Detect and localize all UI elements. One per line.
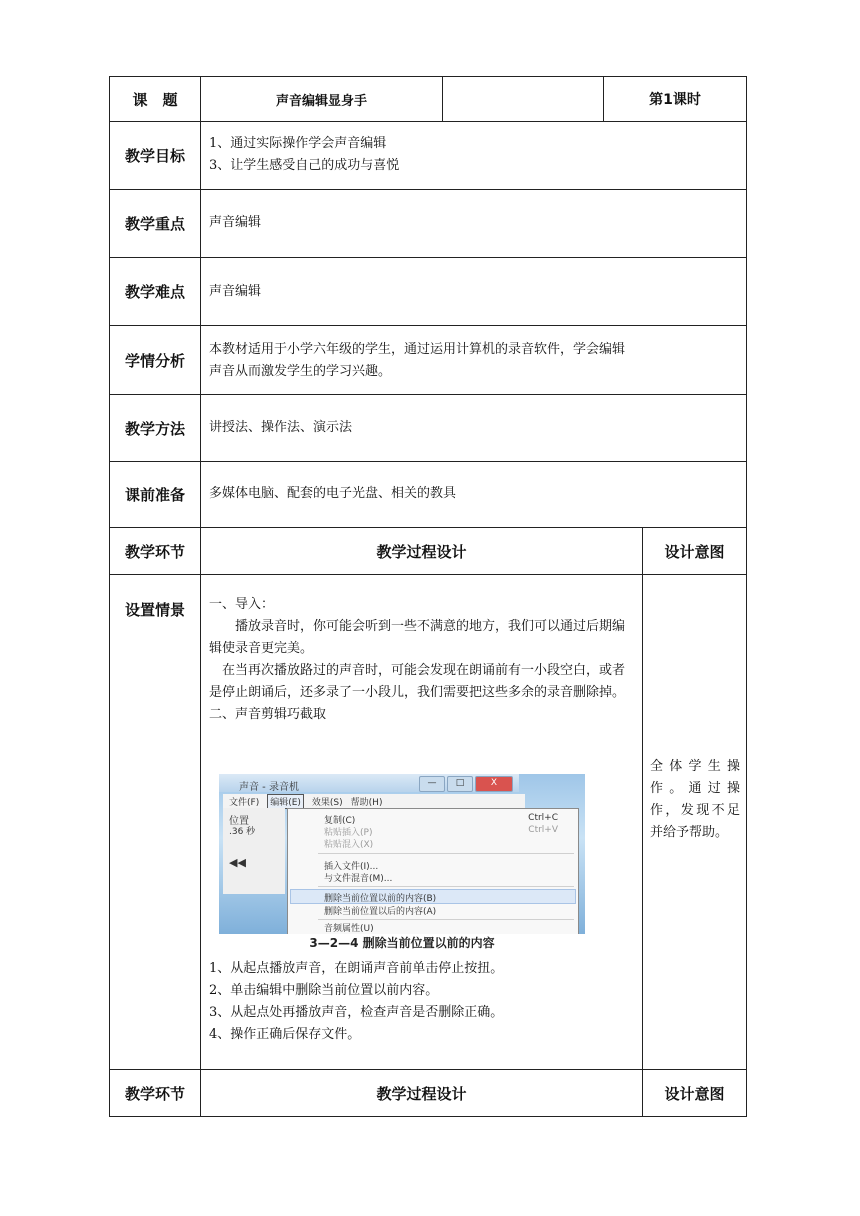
key-points-text: 声音编辑	[209, 215, 262, 230]
section-header-process: 教学过程设计	[376, 542, 467, 561]
rule	[109, 325, 747, 326]
step-4: 4、操作正确后保存文件。	[209, 1027, 361, 1042]
lesson-period: 第1课时	[649, 92, 701, 108]
rewind-icon: ◀◀	[229, 856, 246, 869]
window-titlebar	[219, 774, 519, 792]
edit-menu-dropdown	[287, 808, 579, 934]
row-label-difficulties: 教学难点	[124, 283, 185, 301]
footer-header-stage: 教学环节	[124, 1084, 185, 1103]
menu-item-delete-before: 删除当前位置以前的内容(B)	[324, 894, 437, 904]
section-header-stage: 教学环节	[124, 542, 185, 561]
menu-item-paste-mix: 粘贴混入(X)	[324, 840, 374, 850]
rule	[442, 76, 443, 121]
step-2: 2、单击编辑中删除当前位置以前内容。	[209, 983, 439, 998]
analysis-line-2: 声音从而激发学生的学习兴趣。	[209, 364, 392, 379]
menu-separator	[318, 886, 574, 887]
recorder-screenshot	[219, 774, 585, 934]
shortcut-copy: Ctrl+C	[528, 813, 558, 823]
methods-text: 讲授法、操作法、演示法	[209, 420, 353, 435]
rule	[109, 189, 747, 190]
row-label-key-points: 教学重点	[124, 215, 185, 233]
window-menubar	[223, 794, 525, 808]
row-label-preparation: 课前准备	[124, 486, 185, 504]
position-value: .36 秒	[229, 827, 256, 837]
footer-header-intent: 设计意图	[664, 1084, 725, 1103]
preparation-text: 多媒体电脑、配套的电子光盘、相关的教具	[209, 486, 457, 501]
stage-label: 设置情景	[124, 600, 185, 619]
menu-item-insert-file: 插入文件(I)...	[324, 862, 379, 872]
row-label-goals: 教学目标	[124, 147, 185, 165]
process-content	[209, 594, 634, 726]
intro-paragraph-2: 在当再次播放路过的声音时，可能会发现在朗诵前有一小段空白，或者是停止朗诵后，还多录了一小段儿，我们需要把这些多余的录音删除掉。	[209, 663, 626, 700]
intro-heading: 一、导入：	[209, 597, 275, 612]
window-title: 声音 - 录音机	[239, 782, 299, 793]
minimize-icon: —	[419, 776, 445, 792]
step-3: 3、从起点处再播放声音，检查声音是否删除正确。	[209, 1005, 504, 1020]
rule	[109, 574, 747, 575]
clip-heading: 二、声音剪辑巧截取	[209, 707, 327, 722]
position-label: 位置	[229, 816, 249, 827]
menu-item-copy: 复制(C)	[324, 816, 356, 826]
recorder-body	[223, 808, 285, 894]
maximize-icon: □	[447, 776, 473, 792]
menu-help: 帮助(H)	[350, 797, 383, 808]
menu-edit: 编辑(E)	[267, 794, 304, 809]
rule	[109, 461, 747, 462]
close-icon: X	[475, 776, 513, 792]
design-intent-text: 全体学生操作。通过操作，发现不足并给予帮助。	[650, 759, 740, 840]
rule	[200, 76, 201, 1117]
figure-caption: 3—2—4 删除当前位置以前的内容	[309, 936, 495, 950]
window-controls	[419, 776, 513, 792]
rule	[109, 121, 747, 122]
rule	[109, 257, 747, 258]
intro-paragraph-1: 播放录音时，你可能会听到一些不满意的地方，我们可以通过后期编辑使录音更完美。	[209, 619, 626, 656]
menu-file: 文件(F)	[229, 797, 260, 808]
menu-effects: 效果(S)	[311, 797, 343, 808]
menu-separator	[318, 853, 574, 854]
rule	[642, 527, 643, 1116]
menu-item-audio-properties: 音频属性(U)	[324, 924, 374, 934]
topic-label: 课 题	[132, 90, 178, 109]
goals-line-1: 1、通过实际操作学会声音编辑	[209, 136, 387, 151]
row-label-analysis: 学情分析	[124, 351, 185, 370]
menu-item-delete-after: 删除当前位置以后的内容(A)	[324, 907, 437, 917]
menu-item-paste-insert: 粘贴插入(P)	[324, 828, 373, 838]
menu-separator	[318, 919, 574, 920]
rule	[746, 76, 747, 1117]
topic-value: 声音编辑显身手	[275, 93, 367, 109]
step-1: 1、从起点播放声音，在朗诵声音前单击停止按扭。	[209, 961, 504, 976]
footer-header-process: 教学过程设计	[376, 1084, 467, 1103]
difficulties-text: 声音编辑	[209, 284, 262, 299]
rule	[109, 394, 747, 395]
rule	[109, 1116, 747, 1117]
menu-item-mix-file: 与文件混音(M)...	[324, 874, 393, 884]
shortcut-paste: Ctrl+V	[528, 825, 558, 835]
analysis-line-1: 本教材适用于小学六年级的学生，通过运用计算机的录音软件，学会编辑	[209, 342, 626, 357]
goals-line-2: 3、让学生感受自己的成功与喜悦	[209, 158, 400, 173]
row-label-methods: 教学方法	[124, 419, 185, 438]
section-header-intent: 设计意图	[664, 542, 725, 561]
